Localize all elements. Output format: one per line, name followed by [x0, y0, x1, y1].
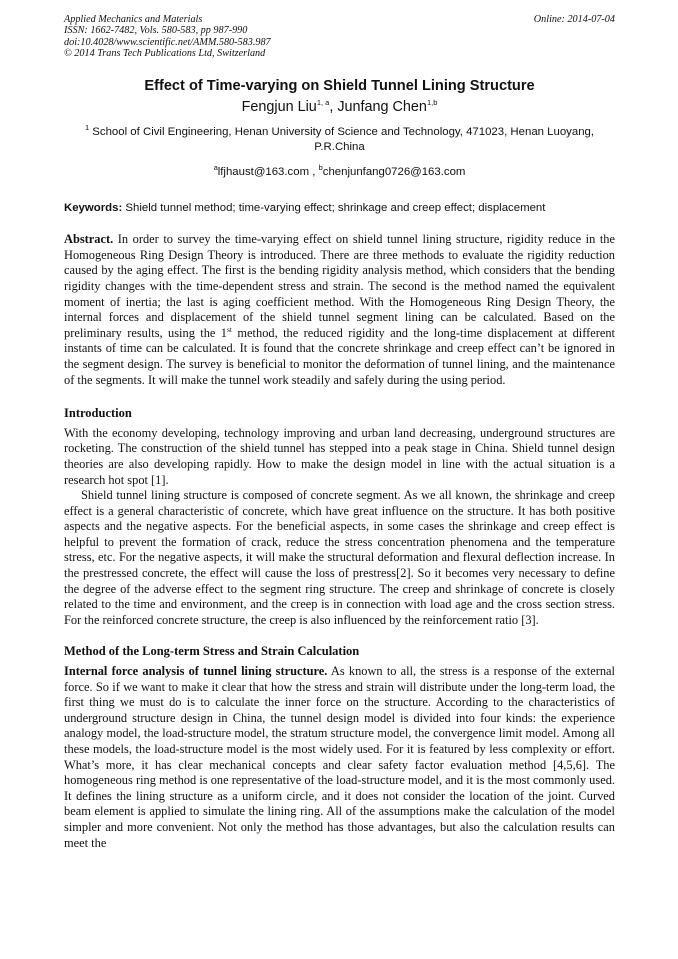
abstract [64, 232, 615, 388]
keywords-text: Shield tunnel method; time-varying effect; shrinkage and creep effect; displacement [122, 202, 546, 215]
author-line [64, 98, 615, 116]
email-b: chenjunfang0726@163.com [322, 166, 466, 179]
keywords-label: Keywords: [64, 202, 123, 215]
journal-name: Applied Mechanics and Materials [64, 14, 203, 25]
issn-line: ISSN: 1662-7482, Vols. 580-583, pp 987-990 [64, 25, 248, 37]
email-a-mark: a [213, 163, 218, 173]
author-1-affil-mark: 1, a [316, 98, 330, 108]
method-paragraph-1 [64, 664, 615, 851]
email-line [64, 165, 615, 180]
email-separator: , [309, 166, 319, 179]
online-date: Online: 2014-07-04 [533, 14, 615, 25]
introduction-heading: Introduction [64, 406, 132, 421]
doi-line: doi:10.4028/www.scientific.net/AMM.580-583.987 [64, 36, 271, 48]
email-b-mark: b [318, 163, 323, 173]
author-2-name: Junfang Chen [337, 99, 427, 116]
abstract-text-2: method, the reduced rigidity and the long-time displacement at different instants of time can be calculated. It is found that the concrete shrinkage and creep effect can’t be ignored in the segment design. The survey is beneficial to monitor the deformation of tunnel lining, and the maintenance of the segments. It will make the tunnel work steadily and safely during the using period. [64, 325, 615, 387]
abstract-label: Abstract. [64, 232, 114, 247]
method-run-in-heading: Internal force analysis of tunnel lining structure. [64, 664, 328, 679]
affiliation-mark: 1 [84, 123, 90, 133]
paper-title: Effect of Time-varying on Shield Tunnel Lining Structure [144, 78, 535, 95]
method-paragraph-text: As known to all, the stress is a response of the external force. So if we want to make it clear that how the stress and strain will distribute under the long-term load, the first thing we must do is to calculate the inner force on the structure. According to the characteristics of underground structure design in China, the tunnel design model is divided into four kinds: the experience analogy model, the load-structure model, the stratum structure model, the convergence limit model. Among all these models, the load-structure model is the most widely used. For it is featured by less complexity or effort. What’s more, it has clear mechanical concepts and clear safety factor evaluation method [4,5,6]. The homogeneous ring method is one representative of the load-structure model, and it is the most commonly used. It defines the lining structure as a uniform circle, and it does not consider the location of the joint. Curved beam element is applied to simulate the lining ring. All of the assumptions make the calculation of the model simpler and more convenient. Not only the method has those advantages, but also the calculation results can meet the [64, 664, 616, 850]
author-2-affil-mark: 1,b [426, 98, 438, 108]
journal-info [64, 14, 271, 59]
affiliation-text: School of Civil Engineering, Henan University of Science and Technology, 471023, Henan Luoyang, P.R.China [89, 126, 595, 154]
abstract-text-1: In order to survey the time-varying effect on shield tunnel lining structure, rigidity reduce in the Homogeneous Ring Design Theory is introduced. There are three methods to evaluate the rigidity reduction caused by the aging effect. The first is the bending rigidity analysis method, which considers that the bending rigidity changes with the time-dependent stress and strain. The second is the method named the equivalent moment of inertia; the last is aging coefficient method. With the Homogeneous Ring Design Theory, the internal forces and displacement of the shield tunnel segment lining can be calculated. Based on the preliminary results, using the 1 [64, 232, 615, 340]
keywords [64, 201, 615, 216]
abstract-ordinal: st [227, 324, 233, 334]
introduction-paragraph-2: Shield tunnel lining structure is composed of concrete segment. As we all known, the shrinkage and creep effect is a general characteristic of concrete, which have great influence on the structure. It has both positive aspects and the negative aspects. For the beneficial aspects, in some cases the shrinkage and creep effect is helpful to prevent the formation of crack, reduce the stress concentration phenomena and the temperature stress, etc. For the negative aspects, it will make the structural deformation and flexural deflection increase. In the prestressed concrete, the effect will cause the loss of prestress[2]. So it becomes very necessary to define the degree of the adverse effect to the segment ring structure. The creep and shrinkage of concrete is closely related to the time and environment, and the creep is in connection with load age and the cross section stress. For the reinforced concrete structure, the creep is also influenced by the reinforcement ratio [3]. [64, 488, 615, 627]
running-header [64, 14, 615, 59]
affiliation [64, 125, 615, 155]
introduction-paragraph-1: With the economy developing, technology improving and urban land decreasing, underground structures are rocketing. The construction of the shield tunnel has stepped into a peak stage in China. Shield tunnel design theories are also developing rapidly. How to make the design model in line with the actual situation is a research hot spot [1]. [64, 425, 615, 487]
method-heading: Method of the Long-term Stress and Strain Calculation [64, 644, 360, 659]
author-separator: , [329, 99, 338, 116]
author-1-name: Fengjun Liu [241, 99, 317, 116]
email-a: lfjhaust@163.com [217, 166, 310, 179]
copyright-line: © 2014 Trans Tech Publications Ltd, Switzerland [64, 47, 266, 59]
